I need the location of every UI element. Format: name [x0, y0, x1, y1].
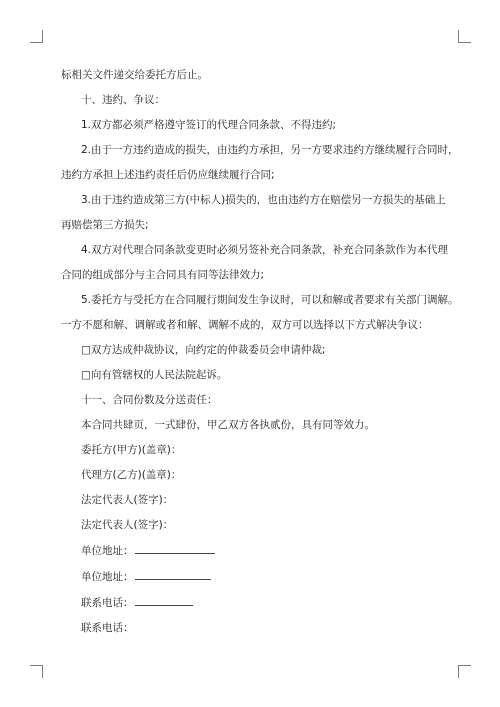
address-label: 单位地址： [81, 545, 134, 557]
paragraph-line: 1.双方都必须严格遵守签订的代理合同条款、不得违约; [81, 119, 337, 131]
checkbox-option-court: □向有管辖权的人民法院起诉。 [81, 369, 228, 381]
document-body [61, 68, 459, 635]
paragraph-line: 再赔偿第三方损失; [61, 219, 149, 231]
signature-field-representative: 法定代表人(签字)： [81, 519, 174, 531]
section-heading-breach: 十、违约、争议： [81, 94, 165, 106]
paragraph-line: 合同的组成部分与主合同具有同等法律效力; [61, 269, 265, 281]
paragraph-line: 3.由于违约造成第三方(中标人)损失的，也由违约方在赔偿另一方损失的基础上 [81, 194, 446, 206]
paragraph-line: 标相关文件递交给委托方后止。 [61, 69, 208, 81]
phone-label: 联系电话： [81, 597, 134, 609]
paragraph-line: 4.双方对代理合同条款变更时必须另签补充合同条款，补充合同条款作为本代理 [81, 244, 449, 256]
section-heading-copies: 十一、合同份数及分送责任： [81, 394, 218, 406]
address-field [61, 543, 441, 558]
crop-mark-bottom-right [458, 665, 471, 678]
paragraph-line: 一方不愿和解、调解或者和解、调解不成的，双方可以选择以下方式解决争议： [61, 319, 429, 331]
address-label: 单位地址： [81, 571, 134, 583]
blank-underline [135, 543, 215, 554]
paragraph-line: 5.委托方与受托方在合同履行期间发生争议时，可以和解或者要求有关部门调解。 [81, 294, 459, 306]
crop-mark-top-left [30, 30, 43, 43]
crop-mark-bottom-left [30, 665, 43, 678]
signature-field-representative: 法定代表人(签字)： [81, 494, 174, 506]
blank-underline [135, 569, 211, 580]
checkbox-option-arbitration: □双方达成仲裁协议，向约定的仲裁委员会申请仲裁; [81, 344, 326, 356]
phone-field [61, 595, 441, 610]
phone-field [61, 621, 441, 635]
signature-field-principal: 委托方(甲方)(盖章)： [81, 444, 182, 456]
paragraph-line: 本合同共肆页，一式肆份，甲乙双方各执贰份，具有同等效力。 [81, 419, 375, 431]
blank-underline [135, 595, 193, 606]
crop-mark-top-right [458, 30, 471, 43]
phone-label: 联系电话： [81, 622, 134, 634]
signature-field-agent: 代理方(乙方)(盖章)： [81, 469, 182, 481]
paragraph-line: 2.由于一方违约造成的损失，由违约方承担，另一方要求违约方继续履行合同时， [81, 144, 459, 156]
address-field [61, 569, 441, 584]
paragraph-line: 违约方承担上述违约责任后仍应继续履行合同; [61, 169, 275, 181]
